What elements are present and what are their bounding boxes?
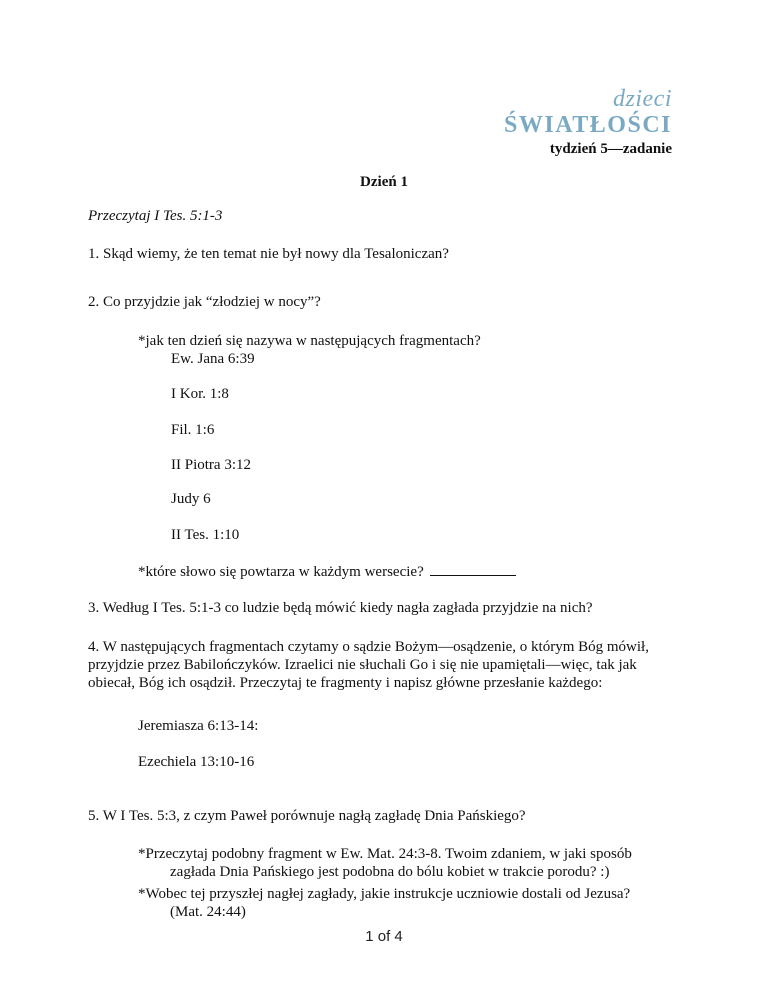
reference-item: Ew. Jana 6:39 <box>171 351 255 367</box>
question-5-sub-2-line-1: *Wobec tej przyszłej nagłej zagłady, jakie instrukcje uczniowie dostali od Jezusa? <box>138 886 631 902</box>
question-3: 3. Według I Tes. 5:1-3 co ludzie będą mówić kiedy nagła zagłada przyjdzie na nich? <box>88 600 593 616</box>
question-2-sub-1: *jak ten dzień się nazywa w następujących fragmentach? <box>138 333 481 349</box>
question-5-sub-1-line-1: *Przeczytaj podobny fragment w Ew. Mat. 24:3-8. Twoim zdaniem, w jaki sposób <box>138 846 632 862</box>
question-2: 2. Co przyjdzie jak “złodziej w nocy”? <box>88 294 321 310</box>
question-2-sub-2 <box>138 562 516 582</box>
reference-item: II Tes. 1:10 <box>171 527 240 543</box>
question-5-sub-2 <box>138 885 678 921</box>
reading-instruction: Przeczytaj I Tes. 5:1-3 <box>88 208 223 224</box>
page-subtitle: tydzień 5—zadanie <box>549 141 672 157</box>
question-5-sub-2-line-2: (Mat. 24:44) <box>170 904 246 920</box>
question-5: 5. W I Tes. 5:3, z czym Paweł porównuje nagłą zagładę Dnia Pańskiego? <box>88 808 526 824</box>
reference-item: Jeremiasza 6:13-14: <box>138 718 259 734</box>
reference-item: I Kor. 1:8 <box>171 386 229 402</box>
brand-title-small: dzieci <box>613 86 672 112</box>
question-1: 1. Skąd wiemy, że ten temat nie był nowy dla Tesaloniczan? <box>88 246 449 262</box>
question-5-sub-1-line-2: zagłada Dnia Pańskiego jest podobna do bólu kobiet w trakcie porodu? :) <box>170 864 610 880</box>
question-2-sub-2-text: *które słowo się powtarza w każdym wersecie? <box>138 564 424 580</box>
page-number: 1 of 4 <box>365 928 403 945</box>
reference-item: Fil. 1:6 <box>171 422 215 438</box>
question-5-sub-1 <box>138 845 678 881</box>
reference-item: Ezechiela 13:10-16 <box>138 754 255 770</box>
brand-title-main: ŚWIATŁOŚCI <box>504 112 672 138</box>
answer-blank[interactable] <box>430 562 516 576</box>
reference-item: Judy 6 <box>171 491 211 507</box>
reference-item: II Piotra 3:12 <box>171 457 251 473</box>
question-4: 4. W następujących fragmentach czytamy o sądzie Bożym—osądzenie, o którym Bóg mówił, przyjdzie przez Babilończyków. Izraelici nie słuchali Go i się nie upamiętali—więc, tak jak obiecał, Bóg ich osądził. Przeczytaj te fragmenty i napisz główne przesłanie każdego: <box>88 639 649 691</box>
day-title: Dzień 1 <box>360 174 408 190</box>
